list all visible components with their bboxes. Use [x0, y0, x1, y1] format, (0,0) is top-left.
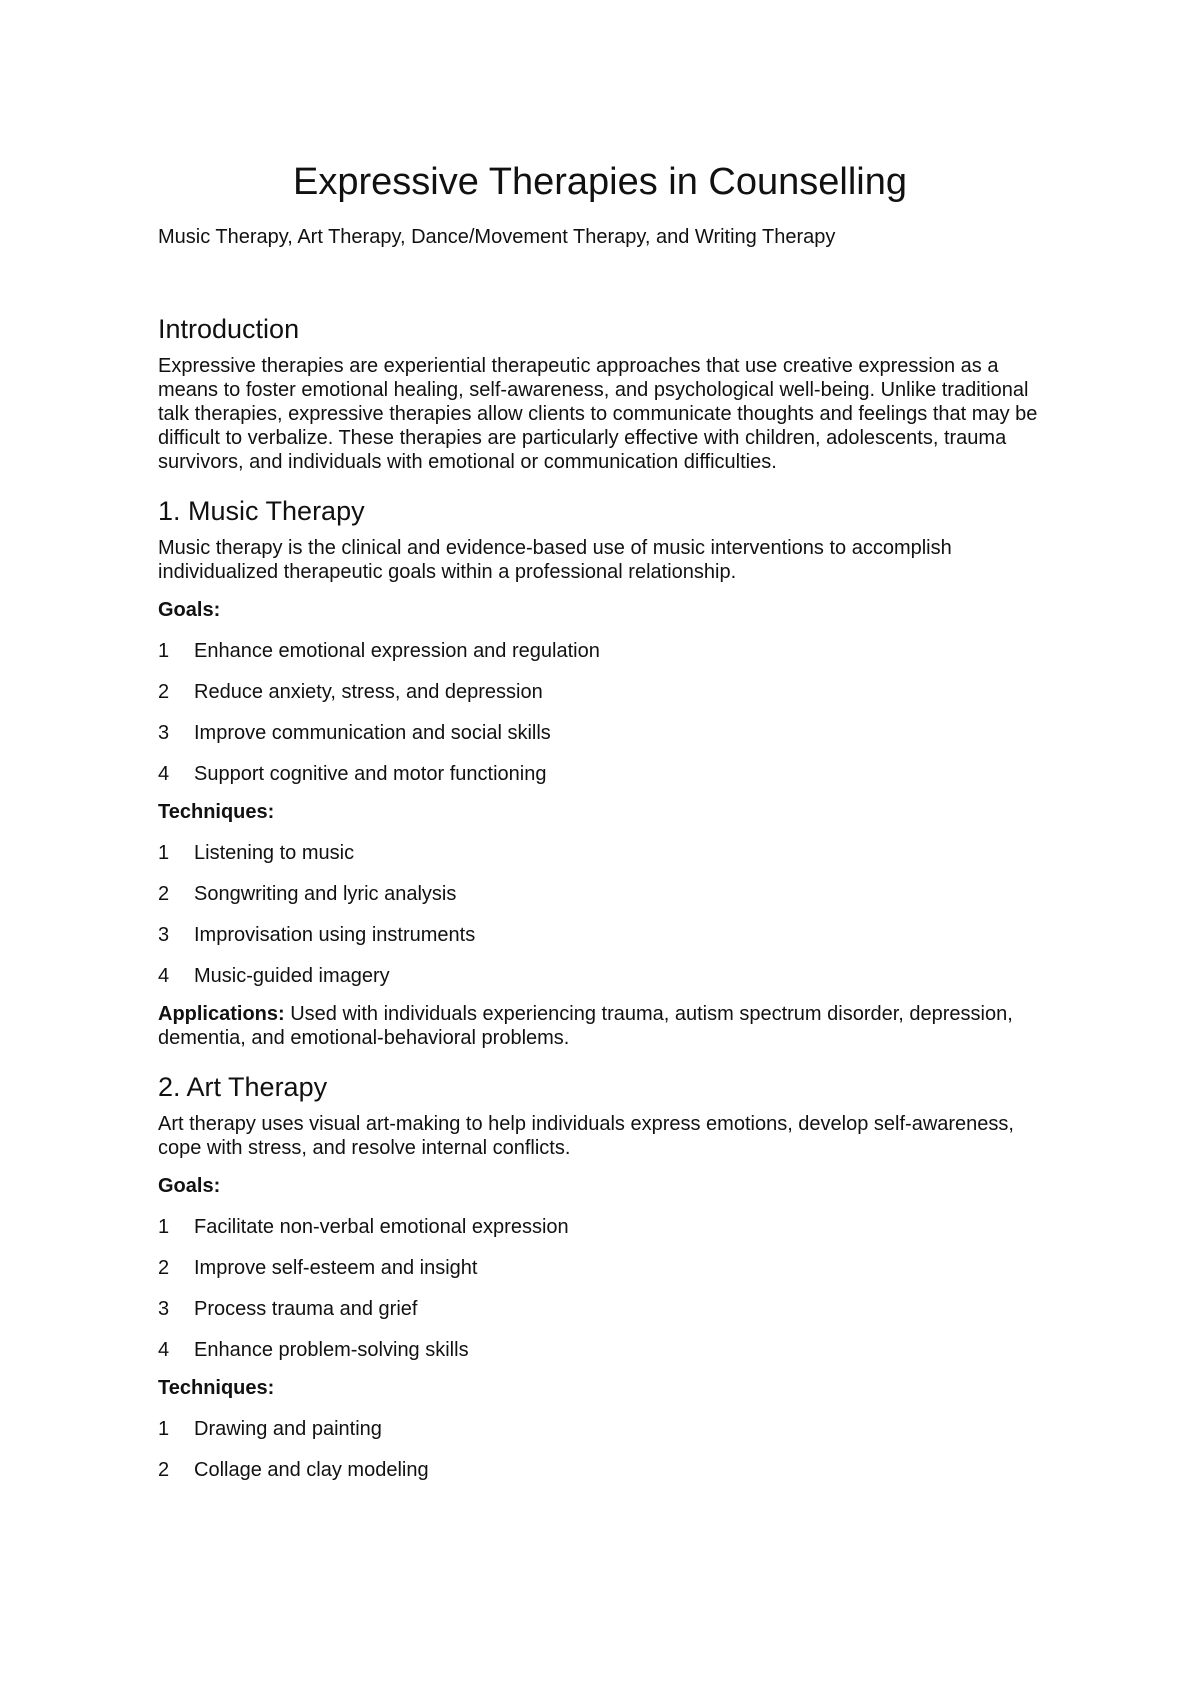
- art-techniques-list: [158, 1417, 1058, 1482]
- list-item: [158, 1458, 1058, 1482]
- list-number: 3: [158, 924, 170, 946]
- introduction-paragraph: Expressive therapies are experiential therapeutic approaches that use creative expression as a means to foster emotional healing, self-awareness, and psychological well-being. Unlike traditional talk therapies, expressive therapies allow clients to communicate thoughts and feelings that may be difficult to verbalize. These therapies are particularly effective with children, adolescents, trauma survivors, and individuals with emotional or communication difficulties.: [158, 355, 1038, 473]
- list-item-text: Support cognitive and motor functioning: [194, 763, 547, 785]
- art-techniques-label: Techniques:: [158, 1377, 275, 1399]
- list-item-text: Enhance emotional expression and regulation: [194, 640, 600, 662]
- list-item: [158, 882, 1058, 906]
- list-number: 2: [158, 883, 170, 905]
- list-item: [158, 841, 1058, 865]
- list-number: 1: [158, 1216, 170, 1238]
- list-item: [158, 1417, 1058, 1441]
- list-number: 1: [158, 1418, 170, 1440]
- list-number: 2: [158, 1459, 170, 1481]
- music-goals-list: [158, 639, 1058, 786]
- music-therapy-paragraph: Music therapy is the clinical and evidence-based use of music interventions to accomplish individualized therapeutic goals within a professional relationship.: [158, 537, 952, 583]
- list-item: [158, 964, 1058, 988]
- art-goals-label: Goals:: [158, 1175, 221, 1197]
- document-body: [158, 312, 1058, 1502]
- list-item: [158, 1338, 1058, 1362]
- document-title: Expressive Therapies in Counselling: [293, 161, 907, 203]
- music-techniques-label: Techniques:: [158, 801, 275, 823]
- list-item-text: Songwriting and lyric analysis: [194, 883, 457, 905]
- list-item: [158, 639, 1058, 663]
- music-therapy-heading: 1. Music Therapy: [158, 496, 365, 526]
- list-item-text: Music-guided imagery: [194, 965, 390, 987]
- list-number: 4: [158, 763, 170, 785]
- document-subtitle: Music Therapy, Art Therapy, Dance/Movement Therapy, and Writing Therapy: [158, 226, 836, 248]
- art-goals-list: [158, 1215, 1058, 1362]
- list-number: 3: [158, 1298, 170, 1320]
- introduction-heading: Introduction: [158, 314, 300, 344]
- list-item-text: Improvisation using instruments: [194, 924, 476, 946]
- list-item: [158, 923, 1058, 947]
- art-therapy-heading: 2. Art Therapy: [158, 1072, 328, 1102]
- list-number: 1: [158, 842, 170, 864]
- list-item-text: Improve communication and social skills: [194, 722, 551, 744]
- list-number: 3: [158, 722, 170, 744]
- art-therapy-paragraph: Art therapy uses visual art-making to help individuals express emotions, develop self-awareness, cope with stress, and resolve internal conflicts.: [158, 1113, 1014, 1159]
- list-item-text: Process trauma and grief: [194, 1298, 418, 1320]
- list-item-text: Enhance problem-solving skills: [194, 1339, 469, 1361]
- list-item-text: Facilitate non-verbal emotional expression: [194, 1216, 569, 1238]
- list-item: [158, 721, 1058, 745]
- art-therapy-section: [158, 1070, 1058, 1482]
- list-item-text: Reduce anxiety, stress, and depression: [194, 681, 543, 703]
- list-number: 4: [158, 1339, 170, 1361]
- list-item: [158, 1215, 1058, 1239]
- list-item-text: Improve self-esteem and insight: [194, 1257, 478, 1279]
- list-item: [158, 1256, 1058, 1280]
- list-item-text: Collage and clay modeling: [194, 1459, 429, 1481]
- music-therapy-section: [158, 494, 1058, 1050]
- music-goals-label: Goals:: [158, 599, 221, 621]
- list-item-text: Listening to music: [194, 842, 355, 864]
- list-item-text: Drawing and painting: [194, 1418, 382, 1440]
- list-number: 2: [158, 1257, 170, 1279]
- applications-text: Used with individuals experiencing trauma, autism spectrum disorder, depression, dementia, and emotional-behavioral problems.: [158, 1003, 1013, 1049]
- list-number: 4: [158, 965, 170, 987]
- list-item: [158, 680, 1058, 704]
- music-applications: [158, 1002, 1058, 1050]
- list-number: 2: [158, 681, 170, 703]
- list-item: [158, 762, 1058, 786]
- list-number: 1: [158, 640, 170, 662]
- list-item: [158, 1297, 1058, 1321]
- introduction-section: [158, 312, 1058, 474]
- music-techniques-list: [158, 841, 1058, 988]
- applications-label: Applications:: [158, 1003, 285, 1025]
